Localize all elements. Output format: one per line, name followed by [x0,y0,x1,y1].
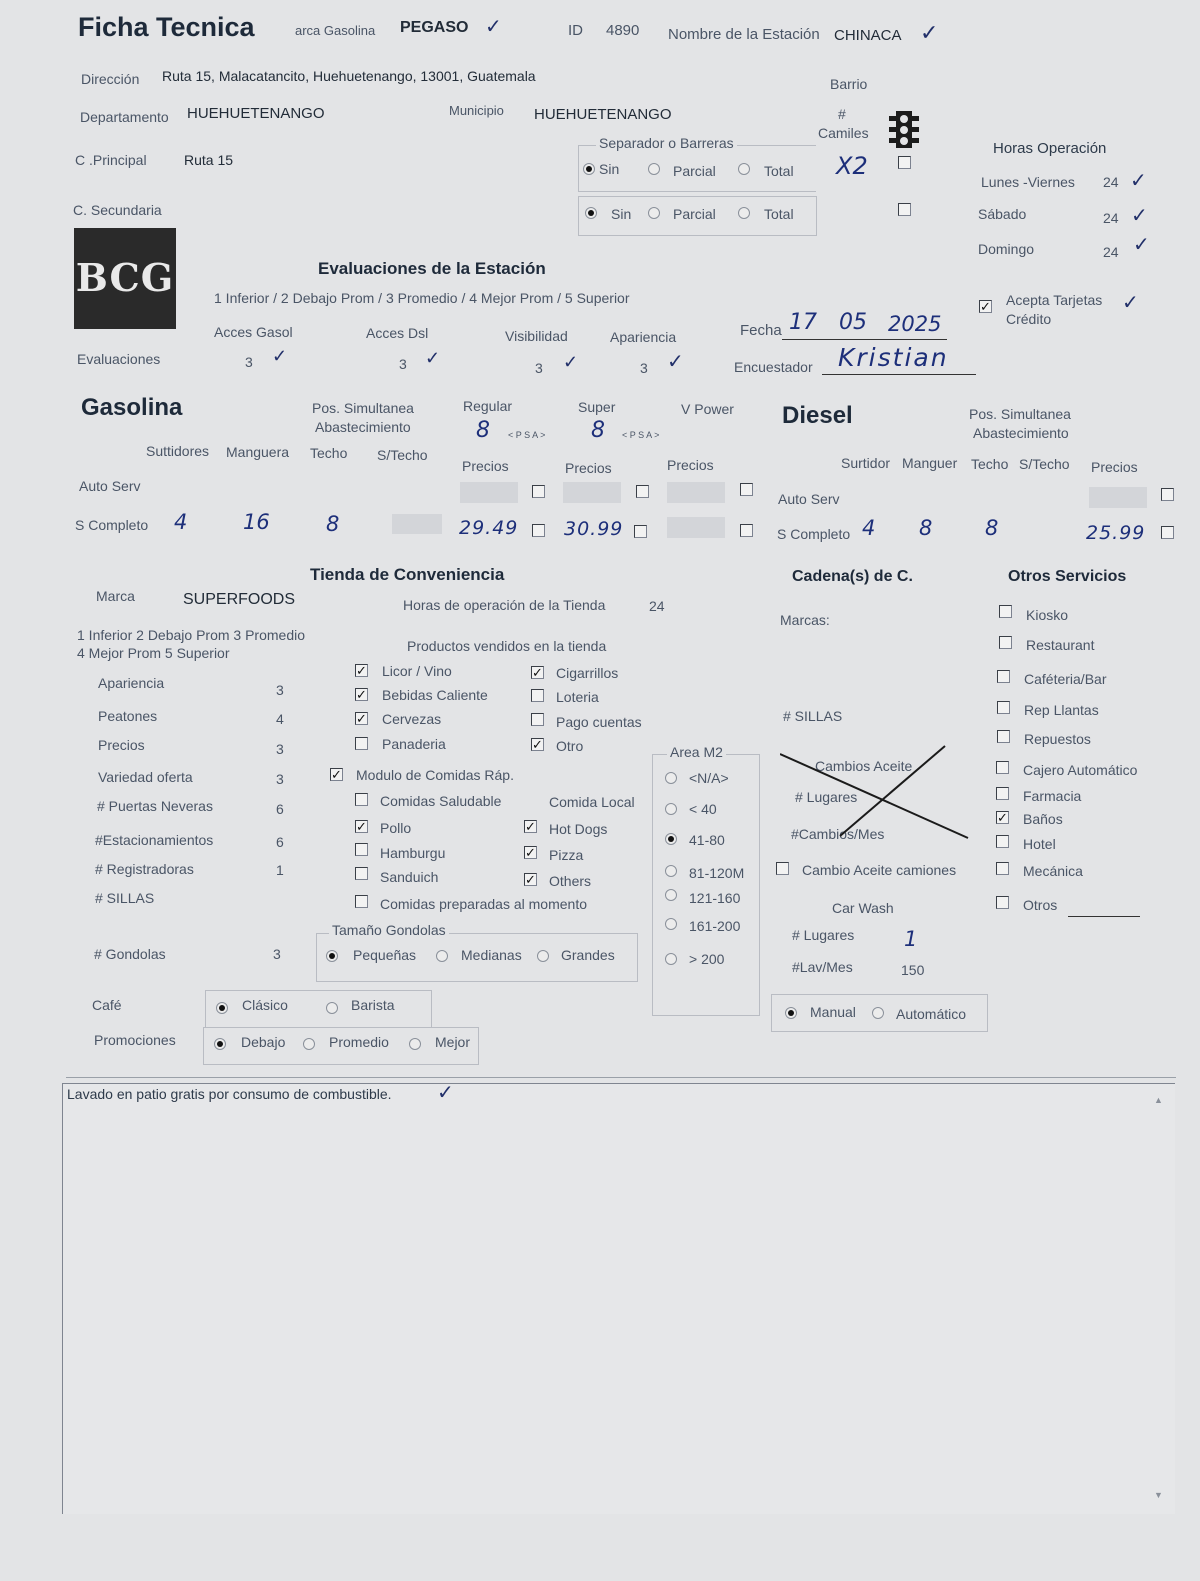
diesel-auto-checkbox[interactable] [1161,488,1174,501]
separador1-sin-radio[interactable] [583,163,595,175]
crossed-out-mark [780,740,980,850]
separador1-parcial-label: Parcial [673,163,716,179]
horas-sab-label: Sábado [978,206,1027,222]
area-81-120-label: 81-120M [689,865,745,881]
hamburguesa-checkbox[interactable] [355,843,368,856]
rating-variedad-value[interactable]: 3 [276,771,284,787]
rating-registradoras-value[interactable]: 1 [276,862,284,878]
super-auto-price-field[interactable] [563,482,621,503]
encuestador-label: Encuestador [734,359,813,375]
regular-auto-price-field[interactable] [460,482,518,503]
rating-puertas-value[interactable]: 6 [276,801,284,817]
farmacia-checkbox[interactable] [996,787,1009,800]
gondolas-label: # Gondolas [94,946,166,962]
cajero-label: Cajero Automático [1023,762,1138,778]
promo-promedio-label: Promedio [329,1034,389,1050]
regular-precios-label: Precios [462,458,509,474]
area-na-label: <N/A> [689,770,729,786]
cafe-group [205,990,432,1028]
diesel-col-manguer: Manguer [902,455,958,471]
notes-text: Lavado en patio gratis por consumo de combustible. [67,1086,392,1102]
super-price[interactable]: 30.99 [564,518,624,540]
wash-manual-label: Manual [810,1004,856,1020]
cafeteria-checkbox[interactable] [997,670,1010,683]
super-precios-label: Precios [565,460,612,476]
tamano-title: Tamaño Gondolas [329,922,449,938]
loteria-checkbox[interactable] [531,689,544,702]
preparadas-label: Comidas preparadas al momento [380,896,587,912]
cambios-aceite-label: Cambios Aceite [815,758,913,774]
pago-cuentas-label: Pago cuentas [556,714,642,730]
bcg-logo [74,228,176,329]
apariencia-label: Apariencia [610,329,677,345]
tamano-medianas-radio[interactable] [436,950,448,962]
tarjetas-label-1: Acepta Tarjetas [1006,292,1103,308]
checkmark-icon: ✓ [485,16,502,38]
fecha-label: Fecha [740,322,782,339]
cigarrillos-label: Cigarrillos [556,665,619,681]
bebidas-label: Bebidas Caliente [382,687,488,703]
gas-col-manguera: Manguera [226,444,290,460]
checkmark-icon: ✓ [667,351,684,373]
mecanica-checkbox[interactable] [996,862,1009,875]
gas-completo-surtidores[interactable]: 4 [174,510,188,534]
notes-textarea[interactable] [62,1083,1175,1514]
lav-mes-value[interactable]: 150 [901,962,925,978]
promo-promedio-radio[interactable] [303,1038,315,1050]
licor-label: Licor / Vino [382,663,452,679]
fecha-underline [782,339,947,340]
tamano-grandes-radio[interactable] [537,950,549,962]
restaurant-checkbox[interactable] [999,636,1012,649]
acces-gasol-value[interactable]: 3 [245,354,253,370]
cafe-barista-radio[interactable] [326,1002,338,1014]
gas-auto-serv-label: Auto Serv [79,478,141,494]
regular-completo-checkbox[interactable] [532,524,545,537]
separador2-sin-label: Sin [611,206,632,222]
banos-label: Baños [1023,811,1063,827]
others-label: Others [549,873,592,889]
diesel-pos-label-2: Abastecimiento [973,425,1069,441]
horas-lv-value[interactable]: 24 [1103,174,1119,190]
diesel-completo-surtidor[interactable]: 4 [862,516,876,540]
super-psa: < P S A > [622,430,660,440]
otro-label: Otro [556,738,584,754]
rating-estacionamientos-label: #Estacionamientos [95,832,214,848]
diesel-completo-label: S Completo [777,526,851,542]
horas-dom-label: Domingo [978,241,1035,257]
rep-llantas-label: Rep Llantas [1024,702,1099,718]
rating-peatones-label: Peatones [98,708,158,724]
cervezas-label: Cervezas [382,711,442,727]
checkmark-icon: ✓ [437,1082,454,1104]
checkmark-icon: ✓ [563,352,579,372]
camiones-label: Cambio Aceite camiones [802,862,957,878]
checkmark-icon: ✓ [1122,292,1139,314]
separador2-parcial-radio[interactable] [648,207,660,219]
id-label: ID [568,22,583,39]
cadena-sillas-label: # SILLAS [783,708,843,724]
regular-auto-checkbox[interactable] [532,485,545,498]
gasolina-title: Gasolina [81,394,183,421]
separador2-parcial-label: Parcial [673,206,716,222]
kiosko-checkbox[interactable] [999,605,1012,618]
comida-local-label: Comida Local [549,794,635,810]
repuestos-checkbox[interactable] [997,730,1010,743]
promo-mejor-radio[interactable] [409,1038,421,1050]
cw-lugares-value[interactable]: 1 [904,927,918,951]
area-41-80-radio[interactable] [665,833,677,845]
cadena-marcas-label: Marcas: [780,612,830,628]
tienda-title: Tienda de Conveniencia [310,565,505,584]
pizza-label: Pizza [549,847,584,863]
separador1-total-radio[interactable] [738,163,750,175]
rating-precios-value[interactable]: 3 [276,741,284,757]
separador2-total-label: Total [764,206,794,222]
diesel-auto-price-field[interactable] [1089,487,1147,508]
otro-checkbox[interactable]: ✓ [532,737,543,752]
rating-precios-label: Precios [98,737,145,753]
horas-sab-value[interactable]: 24 [1103,210,1119,226]
visibilidad-value[interactable]: 3 [535,360,543,376]
checkmark-icon: ✓ [920,20,939,45]
area-group [652,754,760,1016]
super-completo-checkbox[interactable] [634,525,647,538]
diesel-completo-checkbox[interactable] [1161,526,1174,539]
municipio-value[interactable]: HUEHUETENANGO [534,106,672,123]
vpower-precios-label: Precios [667,457,714,473]
checkmark-icon: ✓ [272,346,288,366]
barrio-label: Barrio [830,76,868,92]
tamano-pequenas-radio[interactable] [326,950,338,962]
apariencia-value[interactable]: 3 [640,360,648,376]
cafe-clasico-label: Clásico [242,997,288,1013]
area-161-200-radio[interactable] [665,918,677,930]
rating-peatones-value[interactable]: 4 [276,711,284,727]
area-121-160-radio[interactable] [665,889,677,901]
others-checkbox[interactable]: ✓ [525,872,536,887]
gas-completo-stecho-field[interactable] [392,514,442,534]
estacion-value[interactable]: CHINACA [834,27,902,44]
loteria-label: Loteria [556,689,599,705]
saludable-label: Comidas Saludable [380,793,502,809]
separador-title: Separador o Barreras [596,135,737,151]
vpower-label: V Power [681,401,734,417]
rep-llantas-checkbox[interactable] [997,701,1010,714]
hotel-label: Hotel [1023,836,1056,852]
tarjetas-checkbox[interactable]: ✓ [980,299,991,314]
tienda-horas-value[interactable]: 24 [649,598,665,614]
checkmark-icon: ✓ [1130,170,1147,192]
area-na-radio[interactable] [665,772,677,784]
tamano-medianas-label: Medianas [461,947,522,963]
separador1-total-label: Total [764,163,794,179]
hotel-checkbox[interactable] [996,835,1009,848]
wash-automatico-radio[interactable] [872,1007,884,1019]
cigarrillos-checkbox[interactable]: ✓ [532,665,543,680]
banos-checkbox[interactable]: ✓ [997,810,1008,825]
cafe-barista-label: Barista [351,997,395,1013]
bebidas-checkbox[interactable]: ✓ [356,687,367,702]
rating-variedad-label: Variedad oferta [98,769,193,785]
marca-gasolina-label: arca Gasolina [295,23,376,38]
super-label: Super [578,399,616,415]
evaluaciones-title: Evaluaciones de la Estación [318,259,546,278]
panaderia-checkbox[interactable] [355,737,368,750]
scroll-down-icon[interactable]: ▼ [1154,1490,1163,1500]
bcg-logo-text: BCG [75,255,175,300]
fecha-day[interactable]: 17 [789,310,817,335]
wash-manual-radio[interactable] [785,1007,797,1019]
camiones-checkbox[interactable] [776,862,789,875]
promo-mejor-label: Mejor [435,1034,471,1050]
cadena-title: Cadena(s) de C. [792,568,913,585]
encuestador-value[interactable]: Kristian [838,343,949,372]
cafe-label: Café [92,997,122,1013]
direccion-label: Dirección [81,71,140,87]
super-auto-checkbox[interactable] [636,485,649,498]
tienda-scale-2: 4 Mejor Prom 5 Superior [77,645,230,661]
lav-mes-label: #Lav/Mes [792,959,853,975]
saludable-checkbox[interactable] [355,793,368,806]
preparadas-checkbox[interactable] [355,895,368,908]
area-gt200-radio[interactable] [665,953,677,965]
super-pos-value[interactable]: 8 [591,418,605,443]
checkmark-icon: ✓ [425,348,441,368]
tamano-pequenas-label: Pequeñas [353,947,417,963]
notes-top-rule [66,1077,1176,1078]
fecha-month[interactable]: 05 [839,310,867,335]
cervezas-checkbox[interactable]: ✓ [356,711,367,726]
rating-puertas-label: # Puertas Neveras [97,798,213,814]
gas-col-stecho: S/Techo [377,447,428,463]
promo-debajo-radio[interactable] [214,1038,226,1050]
separador2-total-radio[interactable] [738,207,750,219]
visibilidad-label: Visibilidad [505,328,568,344]
hotdogs-label: Hot Dogs [549,821,608,837]
sanduich-label: Sanduich [380,869,439,885]
checkmark-icon: ✓ [1133,234,1150,256]
productos-label: Productos vendidos en la tienda [407,638,607,654]
direccion-value[interactable]: Ruta 15, Malacatancito, Huehuetenango, 13001, Guatemala [162,68,536,84]
gondolas-value[interactable]: 3 [273,946,281,962]
hotdogs-checkbox[interactable]: ✓ [525,819,536,834]
rating-apariencia-label: Apariencia [98,675,165,691]
evaluaciones-scale: 1 Inferior / 2 Debajo Prom / 3 Promedio / 4 Mejor Prom / 5 Superior [214,290,630,306]
evaluaciones-row-label: Evaluaciones [77,351,161,367]
marca-gasolina-value[interactable]: PEGASO [400,19,469,36]
cafeteria-label: Caféteria/Bar [1024,671,1107,687]
camiles-label: Camiles [818,125,869,141]
gas-completo-techo[interactable]: 8 [326,512,340,536]
tarjetas-label-2: Crédito [1006,311,1052,327]
hamburguesa-label: Hamburgu [380,845,446,861]
area-41-80-label: 41-80 [689,832,725,848]
vpower-auto-price-field[interactable] [667,482,725,503]
pizza-checkbox[interactable]: ✓ [525,845,536,860]
area-121-160-label: 121-160 [689,890,741,906]
gas-col-surtidores: Suttidores [146,443,210,459]
id-value[interactable]: 4890 [606,22,640,39]
area-gt200-label: > 200 [689,951,725,967]
tienda-marca-label: Marca [96,588,135,604]
area-81-120-radio[interactable] [665,865,677,877]
separador1-sin-label: Sin [599,161,620,177]
vpower-completo-price-field[interactable] [667,517,725,538]
sanduich-checkbox[interactable] [355,867,368,880]
diesel-completo-manguer[interactable]: 8 [919,516,933,540]
mecanica-label: Mecánica [1023,863,1083,879]
otros-servicios-title: Otros Servicios [1008,568,1127,585]
cambios-mes-label: #Cambios/Mes [791,826,885,842]
area-lt40-radio[interactable] [665,803,677,815]
page-title: Ficha Tecnica [78,12,255,42]
tienda-sillas-label: # SILLAS [95,890,155,906]
area-title: Area M2 [667,744,726,760]
rating-apariencia-value[interactable]: 3 [276,682,284,698]
farmacia-label: Farmacia [1023,788,1082,804]
cw-lugares-label: # Lugares [792,927,855,943]
cajero-checkbox[interactable] [996,761,1009,774]
diesel-col-techo: Techo [971,456,1009,472]
scroll-up-icon[interactable]: ▲ [1154,1095,1163,1105]
camiles-hash: # [838,106,846,122]
tienda-marca-value[interactable]: SUPERFOODS [183,591,296,608]
otros-label: Otros [1023,897,1058,913]
wash-automatico-label: Automático [896,1006,967,1022]
promociones-label: Promociones [94,1032,176,1048]
fecha-year[interactable]: 2025 [888,312,942,336]
car-wash-label: Car Wash [832,900,894,916]
diesel-col-stecho: S/Techo [1019,456,1070,472]
diesel-col-precios: Precios [1091,459,1138,475]
promo-debajo-label: Debajo [241,1034,286,1050]
area-lt40-label: < 40 [689,801,717,817]
traffic-light-icon [888,110,920,155]
rating-estacionamientos-value[interactable]: 6 [276,834,284,850]
kiosko-label: Kiosko [1026,607,1069,623]
diesel-price[interactable]: 25.99 [1086,522,1146,544]
regular-psa: < P S A > [508,430,546,440]
tienda-scale-1: 1 Inferior 2 Debajo Prom 3 Promedio [77,627,305,643]
camiles-handwritten: X2 [836,152,868,180]
panaderia-label: Panaderia [382,736,446,752]
diesel-title: Diesel [782,402,853,429]
otros-underline [1068,916,1140,917]
gas-completo-label: S Completo [75,517,149,533]
acces-dsl-value[interactable]: 3 [399,356,407,372]
estacion-label: Nombre de la Estación [668,26,820,43]
horas-lv-label: Lunes -Viernes [981,174,1075,190]
diesel-auto-serv-label: Auto Serv [778,491,840,507]
regular-pos-value[interactable]: 8 [476,418,490,443]
gasolina-pos-label-1: Pos. Simultanea [312,400,414,416]
separador2-sin-radio[interactable] [585,207,597,219]
gasolina-pos-label-2: Abastecimiento [315,419,411,435]
gas-completo-manguera[interactable]: 16 [243,510,270,534]
cafe-clasico-radio[interactable] [216,1002,228,1014]
tamano-grandes-label: Grandes [561,947,615,963]
horas-title: Horas Operación [993,140,1107,157]
licor-checkbox[interactable]: ✓ [356,663,367,678]
diesel-completo-techo[interactable]: 8 [985,516,999,540]
checkmark-icon: ✓ [1131,205,1148,227]
diesel-pos-label-1: Pos. Simultanea [969,406,1071,422]
pollo-label: Pollo [380,820,412,836]
acces-dsl-label: Acces Dsl [366,325,429,341]
gas-col-techo: Techo [310,445,348,461]
pago-cuentas-checkbox[interactable] [531,713,544,726]
camiles2-checkbox[interactable] [898,203,911,216]
departamento-label: Departamento [80,109,169,125]
separador1-parcial-radio[interactable] [648,163,660,175]
modulo-label: Modulo de Comidas Ráp. [356,767,514,783]
tienda-horas-label: Horas de operación de la Tienda [403,597,606,613]
otros-checkbox[interactable] [996,896,1009,909]
horas-dom-value[interactable]: 24 [1103,244,1119,260]
vpower-completo-checkbox[interactable] [740,524,753,537]
acces-gasol-label: Acces Gasol [214,324,293,340]
rating-registradoras-label: # Registradoras [95,861,194,877]
regular-price[interactable]: 29.49 [459,517,519,539]
calle-secundaria-label: C. Secundaria [73,202,162,218]
regular-label: Regular [463,398,513,414]
repuestos-label: Repuestos [1024,731,1091,747]
modulo-checkbox[interactable]: ✓ [331,767,342,782]
calle-principal-value[interactable]: Ruta 15 [184,152,234,168]
calle-principal-label: C .Principal [75,152,147,168]
diesel-col-surtidor: Surtidor [841,455,891,471]
vpower-auto-checkbox[interactable] [740,483,753,496]
cambios-lugares-label: # Lugares [795,789,858,805]
camiles1-checkbox[interactable] [898,156,911,169]
departamento-value[interactable]: HUEHUETENANGO [187,105,325,122]
encuestador-underline [822,374,976,375]
area-161-200-label: 161-200 [689,918,741,934]
pollo-checkbox[interactable]: ✓ [356,819,367,834]
municipio-label: Municipio [449,103,504,118]
restaurant-label: Restaurant [1026,637,1095,653]
